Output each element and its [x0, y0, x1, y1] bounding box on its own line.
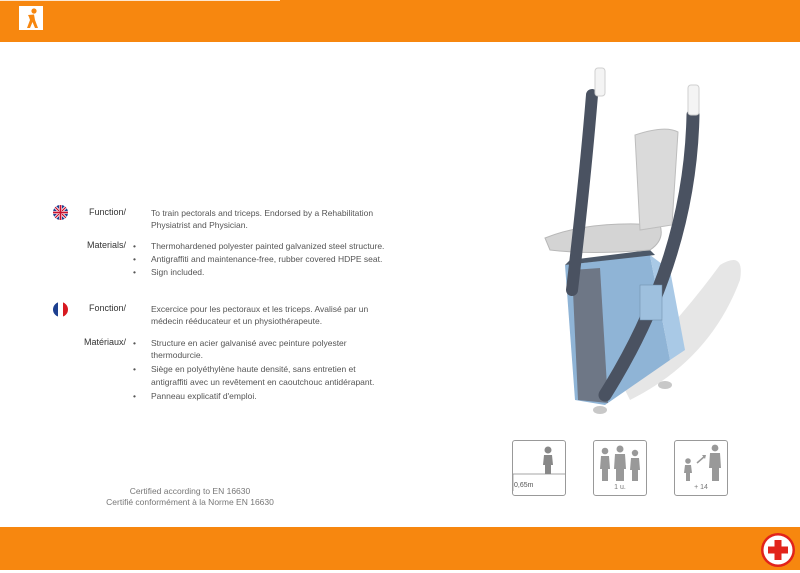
info-sign: [640, 285, 662, 320]
product-illustration: [510, 60, 750, 430]
function-text-en-line2: Physiatrist and Physician.: [151, 220, 248, 230]
height-value: 0,65m: [514, 482, 534, 489]
materials-item-fr: • Structure en acier galvanisé avec peinture polyester: [133, 337, 421, 350]
certification-fr: Certifié conformément à la Norme EN 16630: [106, 497, 274, 507]
function-label-fr: Fonction/: [88, 303, 126, 313]
function-text-fr-line1: Excercice pour les pectoraux et les triceps. Avalisé par un: [151, 304, 369, 314]
bottom-bar: [0, 527, 800, 570]
users-value: 1 u.: [614, 484, 626, 491]
function-label-en: Function/: [88, 207, 126, 217]
materials-item-en: • Thermohardened polyester painted galvanized steel structure.: [133, 240, 421, 253]
backrest: [635, 129, 678, 230]
materials-item-fr-cont: thermodurcie.: [151, 350, 203, 360]
right-handle: [688, 85, 699, 115]
foot: [658, 381, 672, 389]
foot: [593, 406, 607, 414]
top-bar: [0, 0, 800, 42]
materials-item-en: • Antigraffiti and maintenance-free, rubber covered HDPE seat.: [133, 253, 421, 266]
materials-item-fr-cont: antigraffiti avec un revêtement en caoutchouc antidérapant.: [151, 377, 375, 387]
top-bar-divider: [0, 0, 280, 1]
left-handle: [595, 68, 605, 96]
function-text-en-line1: To train pectorals and triceps. Endorsed by a Rehabilitation: [151, 208, 374, 218]
materials-item-fr: • Siège en polyéthylène haute densité, sans entretien et: [133, 363, 421, 376]
height-pictogram: [512, 440, 566, 496]
red-cross-icon: [760, 532, 796, 568]
age-pictogram: [674, 440, 728, 496]
materials-label-fr: Matériaux/: [83, 337, 126, 347]
person-silhouette-logo-icon: [19, 6, 43, 30]
age-value: + 14: [694, 484, 708, 491]
function-text-fr-line2: médecin rééducateur et un physiothérapeute.: [151, 316, 323, 326]
materials-item-en: • Sign included.: [133, 266, 421, 279]
materials-item-fr: • Panneau explicatif d'emploi.: [133, 390, 421, 403]
users-pictogram: [593, 440, 647, 496]
materials-label-en: Materials/: [86, 240, 126, 250]
certification-en: Certified according to EN 16630: [129, 486, 251, 496]
